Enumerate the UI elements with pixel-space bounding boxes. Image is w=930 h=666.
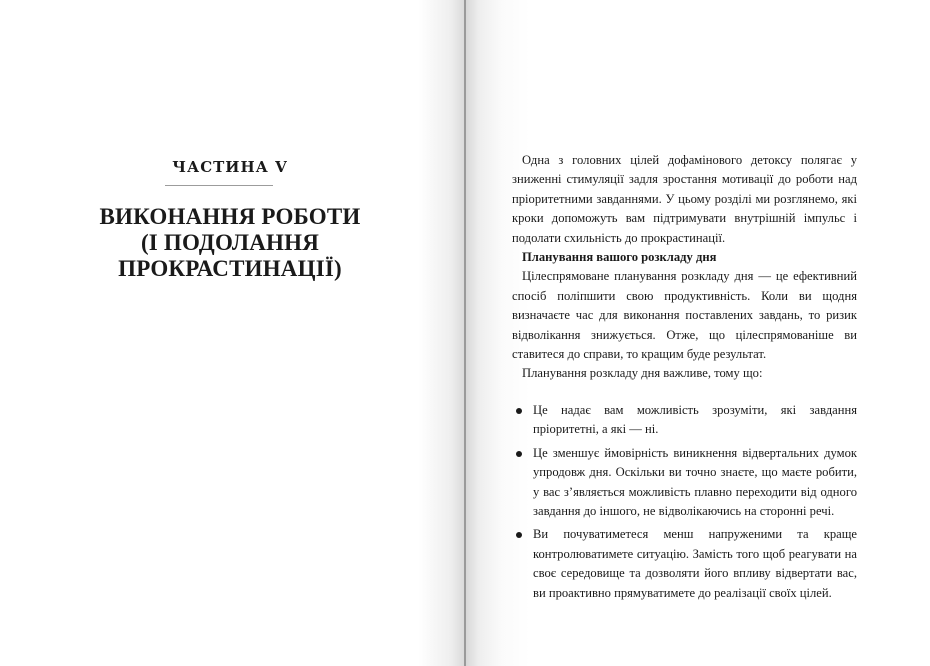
bullet-dot-icon <box>516 451 522 457</box>
bullet-dot-icon <box>516 532 522 538</box>
book-spine <box>464 0 466 666</box>
bullet-text: Ви почуватиметеся менш напруженими та краще контролюватимете ситуацію. Замість того щоб реагувати на своє середовище та дозволяти його впливу відвертати вас, ви проактивно прямуватимете до реалізації своїх цілей. <box>533 527 857 600</box>
bullet-item <box>512 525 857 603</box>
section-heading: Планування вашого розкладу дня <box>522 250 717 265</box>
section-paragraph: Цілеспрямоване планування розкладу дня — це ефективний спосіб поліпшити свою продуктивність. Коли ви щодня визначаєте час для виконання поставлених завдань, то ризик відволікання знижується. Отже, що цілеспрямованіше ви ставитеся до справи, то кращим буде результат. <box>512 269 857 362</box>
chapter-title-line: (І ПОДОЛАННЯ <box>140 230 320 255</box>
bullet-list <box>512 401 857 603</box>
bullet-item <box>512 444 857 522</box>
chapter-title-line: ПРОКРАСТИНАЦІЇ) <box>118 256 342 281</box>
body-text <box>512 151 857 607</box>
bullet-dot-icon <box>516 408 522 414</box>
chapter-title <box>60 204 400 282</box>
part-label: ЧАСТИНА V <box>172 158 288 176</box>
intro-paragraph: Одна з головних цілей дофамінового детоксу полягає у зниженні стимуляції задля зростання мотивації до роботи над пріоритетними завданнями. У цьому розділі ми розглянемо, які кроки допоможуть вам підтримувати внутрішній імпульс і подолати схильність до прокрастинації. <box>512 153 857 245</box>
bullet-text: Це зменшує ймовірність виникнення відвертальних думок упродовж дня. Оскільки ви точно знаєте, що маєте робити, у вас з’являється можливість плавно переходити від одного завдання до іншого, не відволікаючись на сторонні речі. <box>533 445 857 518</box>
lead-in-paragraph: Планування розкладу дня важливе, тому що: <box>522 366 763 381</box>
bullet-item <box>512 401 857 440</box>
bullet-text: Це надає вам можливість зрозуміти, які завдання пріоритетні, а які — ні. <box>533 402 857 437</box>
part-divider <box>165 185 273 186</box>
chapter-title-line: ВИКОНАННЯ РОБОТИ <box>99 204 361 229</box>
